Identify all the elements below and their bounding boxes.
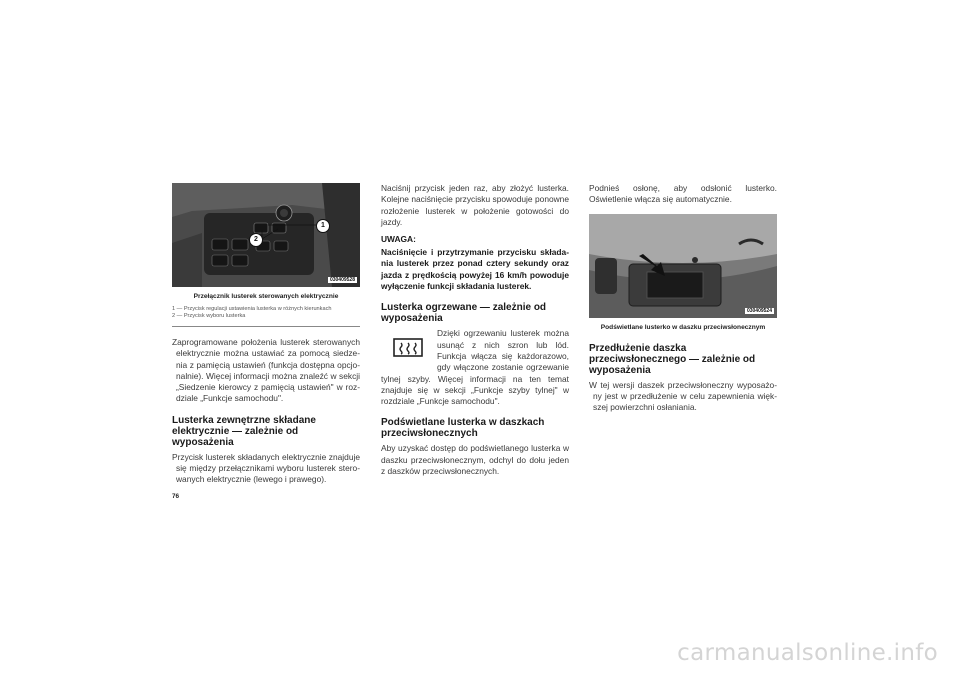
column-left [172,183,360,486]
vanity-mirror-paragraph: Aby uzyskać dostęp do podświetlanego lusterka w daszku przeciwsłonecznym, odchyl do dołu jeden z daszków przeciwsłonecznych. [381,443,569,477]
legend-item: 2 — Przycisk wyboru lusterka [172,313,246,319]
column-middle [381,183,569,477]
callout-2: 2 [249,233,263,247]
page-number: 76 [172,493,180,500]
section-heading: Podświetlane lusterka w daszkach przeciwsłonecznych [381,417,545,440]
rear-defrost-icon [391,336,425,360]
note-title: UWAGA: [381,234,416,245]
visor-extension-paragraph: W tej wersji daszek przeciwsłoneczny wyposażony jest w przedłużenie w celu zapewnienia większej powierzchni osłaniania. [589,379,777,413]
figure-legend [172,306,360,320]
door-panel-illustration [172,183,360,287]
watermark: carmanualsonline.info [677,640,938,666]
section-heading: Przedłużenie daszka przeciwsłonecznego — zależnie od wyposażenia [589,342,756,376]
figure-code: 030409528 [329,277,355,283]
vanity-light-paragraph: Podnieś osłonę, aby odsłonić lusterko. Oświetlenie włącza się automatycznie. [589,183,777,205]
section-heading: Lusterka ogrzewane — zależnie od wyposażenia [381,302,547,325]
vanity-mirror-figure [589,214,777,318]
column-right [589,183,777,413]
heated-mirror-paragraph: Dzięki ogrzewaniu lusterek można usunąć z nich szron lub lód. Funkcja włącza się każdorazowo, gdy włączone zostanie ogrzewanie tylnej szyby. Więcej informacji na ten temat znajduje się w sekcji „Funkcje szyby tylnej" w rozdziale „Funkcje samochodu". [381,328,569,407]
note-body: Naciśnięcie i przytrzymanie przycisku składania lusterek przez ponad cztery sekundy oraz jazda z prędkością powyżej 16 km/h powoduje wyłączenie funkcji składania lusterek. [381,247,569,292]
callout-1: 1 [316,219,330,233]
divider [172,326,360,327]
mirror-switch-figure [172,183,360,287]
folding-instructions-paragraph: Naciśnij przycisk jeden raz, aby złożyć lusterka. Kolejne naciśnięcie przycisku spowoduje ponowne rozłożenie lusterek w położenie gotowości do jazdy. [381,183,569,227]
folding-mirror-paragraph: Przycisk lusterek składanych elektrycznie znajduje się między przełącznikami wyboru lusterek sterowanych elektrycznie (lewego i prawego). [172,451,360,485]
memory-mirror-paragraph: Zaprogramowane położenia lusterek sterowanych elektrycznie można ustawiać za pomocą siedzenia z pamięcią ustawień (funkcja dostępna opcjonalnie). Więcej informacji można znaleźć w sekcji „Siedzenie kierowcy z pamięcią ustawień" w rozdziale „Funkcje samochodu". [172,337,360,404]
figure-caption: Podświetlane lusterko w daszku przeciwsłonecznym [600,323,766,331]
figure-code: 030409524 [746,307,772,314]
section-heading: Lusterka zewnętrzne składane elektrycznie — zależnie od wyposażenia [172,414,316,448]
heated-mirror-block [381,328,569,407]
sun-visor-illustration [589,214,777,318]
figure-caption: Przełącznik lusterek sterowanych elektrycznie [193,293,339,300]
legend-item: 1 — Przycisk regulacji ustawienia lusterka w różnych kierunkach [172,306,332,312]
